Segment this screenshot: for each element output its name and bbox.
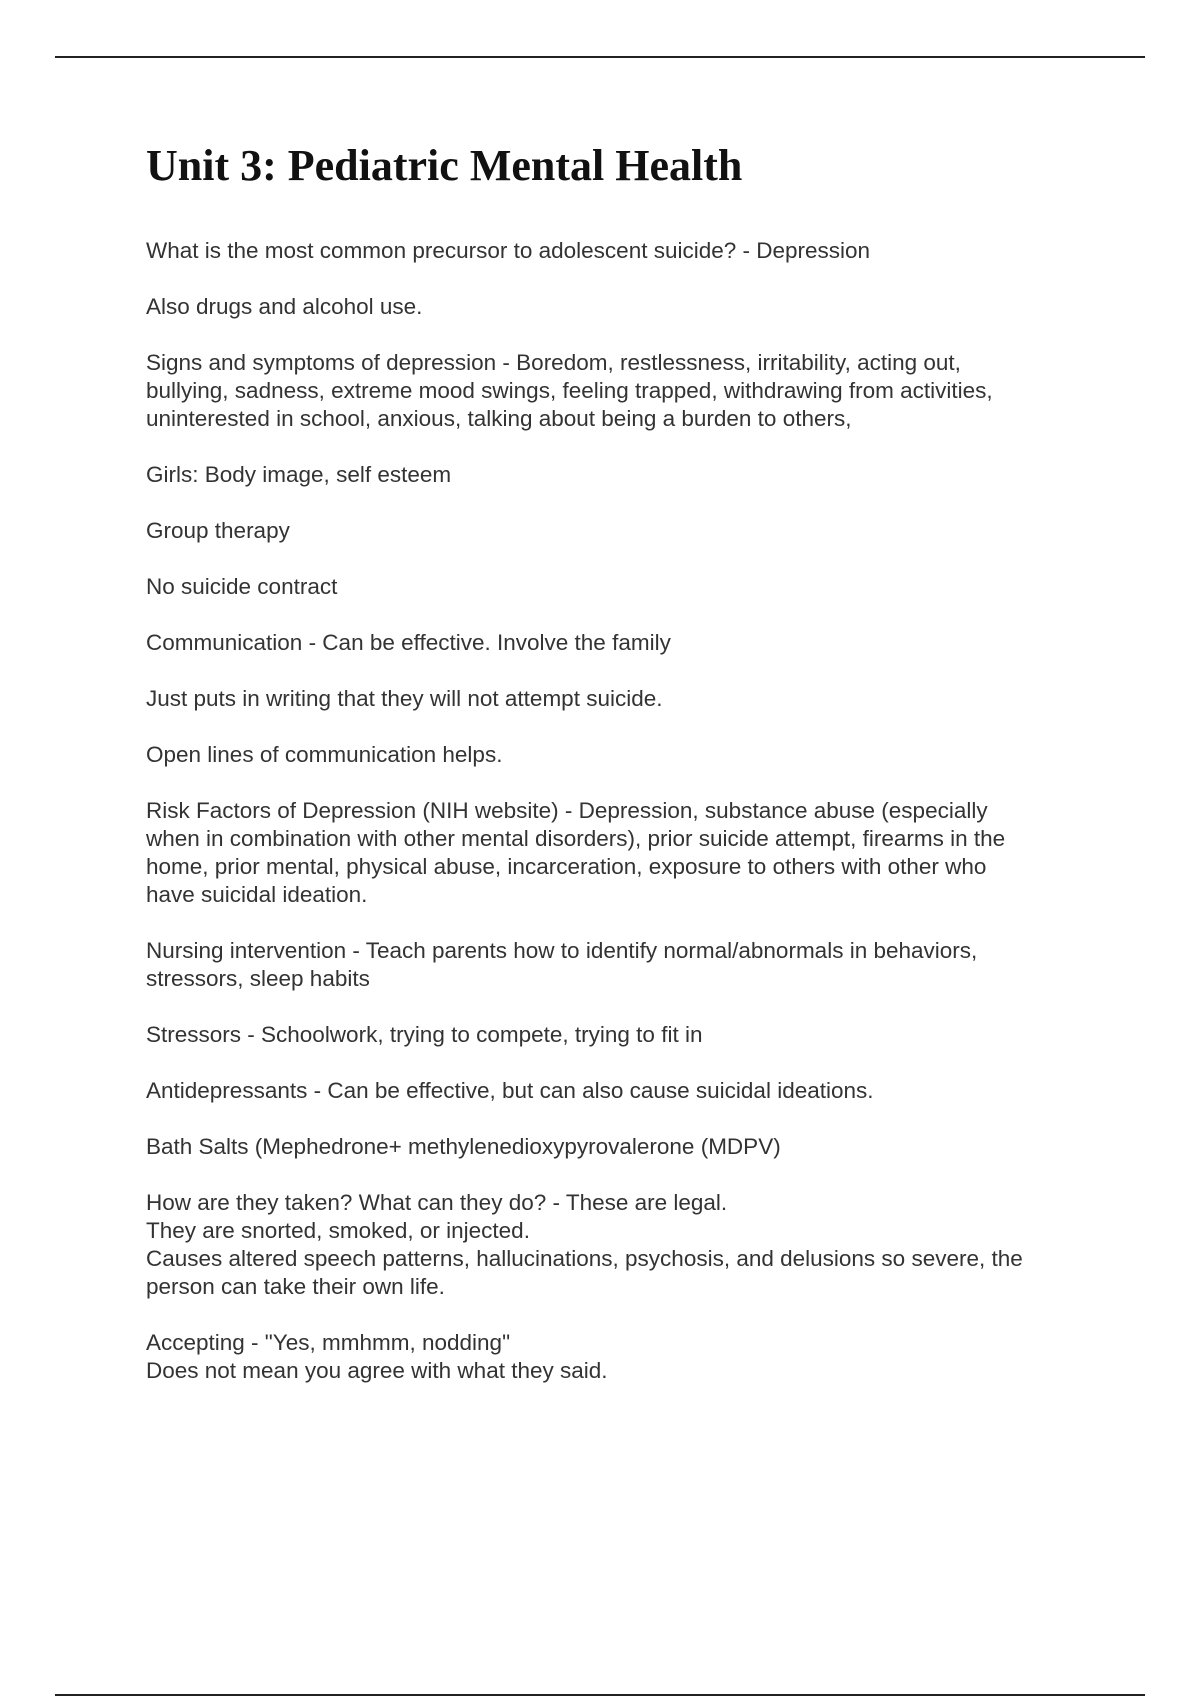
paragraph-line: person can take their own life. <box>146 1273 445 1299</box>
paragraph <box>146 937 1106 993</box>
paragraph <box>146 237 1106 265</box>
paragraph-line: What is the most common precursor to adolescent suicide? - Depression <box>146 237 871 263</box>
paragraph-line: Nursing intervention - Teach parents how to identify normal/abnormals in behaviors, <box>146 937 978 963</box>
paragraph <box>146 349 1106 433</box>
top-rule <box>55 56 1145 58</box>
paragraph-line: Girls: Body image, self esteem <box>146 461 452 487</box>
paragraph <box>146 1021 1106 1049</box>
paragraph-line: Just puts in writing that they will not attempt suicide. <box>146 685 663 711</box>
paragraph-line: They are snorted, smoked, or injected. <box>146 1217 530 1243</box>
paragraph-line: Group therapy <box>146 517 290 543</box>
paragraph-line: Bath Salts (Mephedrone+ methylenedioxypyrovalerone (MDPV) <box>146 1133 781 1159</box>
page-title: Unit 3: Pediatric Mental Health <box>146 141 743 190</box>
paragraph-line: Signs and symptoms of depression - Boredom, restlessness, irritability, acting out, <box>146 349 961 375</box>
document-body <box>146 140 1106 1413</box>
paragraph <box>146 797 1106 909</box>
paragraph-line: Does not mean you agree with what they said. <box>146 1357 608 1383</box>
paragraph <box>146 1133 1106 1161</box>
paragraph <box>146 629 1106 657</box>
paragraph <box>146 573 1106 601</box>
bottom-rule <box>55 1694 1145 1696</box>
paragraph-line: Accepting - "Yes, mmhmm, nodding" <box>146 1329 511 1355</box>
paragraph-line: home, prior mental, physical abuse, incarceration, exposure to others with other who <box>146 853 987 879</box>
paragraph-line: Causes altered speech patterns, hallucinations, psychosis, and delusions so severe, the <box>146 1245 1023 1271</box>
paragraph-line: uninterested in school, anxious, talking about being a burden to others, <box>146 405 852 431</box>
paragraph-line: Risk Factors of Depression (NIH website) - Depression, substance abuse (especially <box>146 797 988 823</box>
paragraph <box>146 1077 1106 1105</box>
paragraph-list <box>146 237 1106 1385</box>
paragraph-line: when in combination with other mental disorders), prior suicide attempt, firearms in the <box>146 825 1006 851</box>
paragraph-line: How are they taken? What can they do? - These are legal. <box>146 1189 728 1215</box>
paragraph <box>146 461 1106 489</box>
paragraph <box>146 293 1106 321</box>
paragraph-line: Also drugs and alcohol use. <box>146 293 423 319</box>
paragraph-line: Stressors - Schoolwork, trying to compete, trying to fit in <box>146 1021 703 1047</box>
paragraph <box>146 1329 1106 1385</box>
paragraph-line: No suicide contract <box>146 573 338 599</box>
paragraph-line: have suicidal ideation. <box>146 881 368 907</box>
paragraph-line: Open lines of communication helps. <box>146 741 503 767</box>
paragraph <box>146 685 1106 713</box>
paragraph-line: bullying, sadness, extreme mood swings, feeling trapped, withdrawing from activities, <box>146 377 993 403</box>
paragraph <box>146 517 1106 545</box>
paragraph-line: Antidepressants - Can be effective, but can also cause suicidal ideations. <box>146 1077 874 1103</box>
paragraph-line: stressors, sleep habits <box>146 965 370 991</box>
paragraph-line: Communication - Can be effective. Involve the family <box>146 629 671 655</box>
paragraph <box>146 1189 1106 1301</box>
paragraph <box>146 741 1106 769</box>
